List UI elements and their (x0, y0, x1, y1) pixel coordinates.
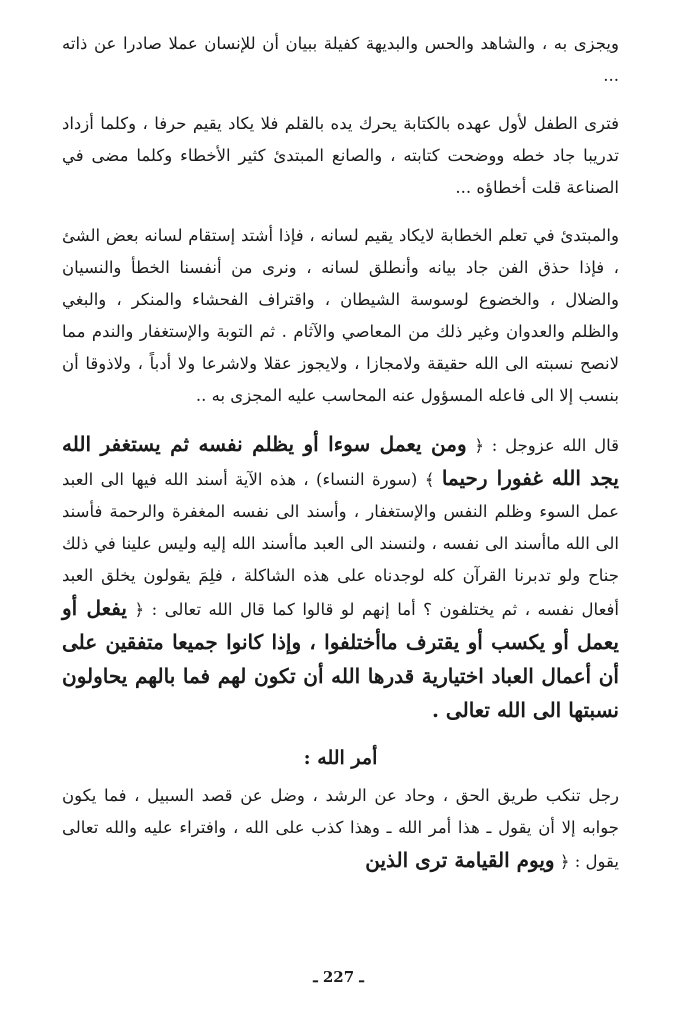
paragraph-3: والمبتدئ في تعلم الخطابة لايكاد يقيم لسانه ، فإذا أشتد إستقام لسانه بعض الشئ ، فإذا حذق الفن جاد بيانه وأنطلق لسانه ، ونرى من أنفسنا الخطأ والنسيان والضلال ، والخضوع لوسوسة الشيطان ، واقتراف الفحشاء والمنكر ، والبغي والظلم والعدوان وغير ذلك من المعاصي والآثام . ثم التوبة والإستغفار والندم مما لانصح نسبته الى الله حقيقة ولامجازا ، ولايجوز عقلا ولاشرعا ولا أدباً ، ولاذوقا أن بنسب إلا الى فاعله المسؤول عنه المحاسب عليه المجزى به .. (62, 226, 619, 405)
paragraph-1: ويجزى به ، والشاهد والحس والبديهة كفيلة ببيان أن للإنسان عملا صادرا عن ذاته ... (62, 34, 619, 85)
paragraph-4-body: ﴾ (سورة النساء) ، هذه الآية أسند الله فيها الى العبد عمل السوء وظلم النفس والإستغفار ، وأسند الى نفسه المغفرة والرحمة فأسند الى الله ماأسند الى نفسه ، ولنسند الى العبد ماأسند الله إليه وليس علينا في ذلك جناح ولو تدبرنا القرآن كله لوجدناه على هذه الشاكلة ، فلِمَ يقولون يخلق العبد أفعال نفسه ، ثم يختلفون ؟ أما إنهم لو قالوا كما قال الله تعالى : ﴿ (62, 470, 619, 619)
quote-intro: قال الله عزوجل : ﴿ (474, 436, 619, 455)
paragraph-4 (62, 428, 619, 728)
paragraph-5 (62, 780, 619, 878)
quran-verse: ومن يعمل سوءا أو يظلم نفسه ثم يستغفر الله يجد الله غفورا رحيما (62, 432, 619, 490)
section-heading: أمر الله : (303, 747, 378, 769)
quran-verse-2: ويوم القيامة ترى الذين (365, 848, 555, 872)
emphasized-text: يفعل أو يعمل أو يكسب أو يقترف ماأختلفوا ، وإذا كانوا جميعا متفقين على أن أعمال العباد اختيارية قدرها الله أن تكون لهم فما بالهم يحاولون نسبتها الى الله تعالى . (62, 596, 619, 722)
page-number: ـ 227 ـ (313, 968, 364, 986)
paragraph-5-body: رجل تنكب طريق الحق ، وحاد عن الرشد ، وضل عن قصد السبيل ، فما يكون جوابه إلا أن يقول ـ هذا أمر الله ـ وهذا كذب على الله ، وافتراء عليه والله تعالى يقول : ﴿ (62, 786, 619, 871)
paragraph-2: فترى الطفل لأول عهده بالكتابة يحرك يده بالقلم فلا يكاد يقيم حرفا ، وكلما أزداد تدريبا جاد خطه ووضحت كتابته ، والصانع المبتدئ كثير الأخطاء وكلما مضى في الصناعة قلت أخطاؤه ... (62, 114, 619, 197)
